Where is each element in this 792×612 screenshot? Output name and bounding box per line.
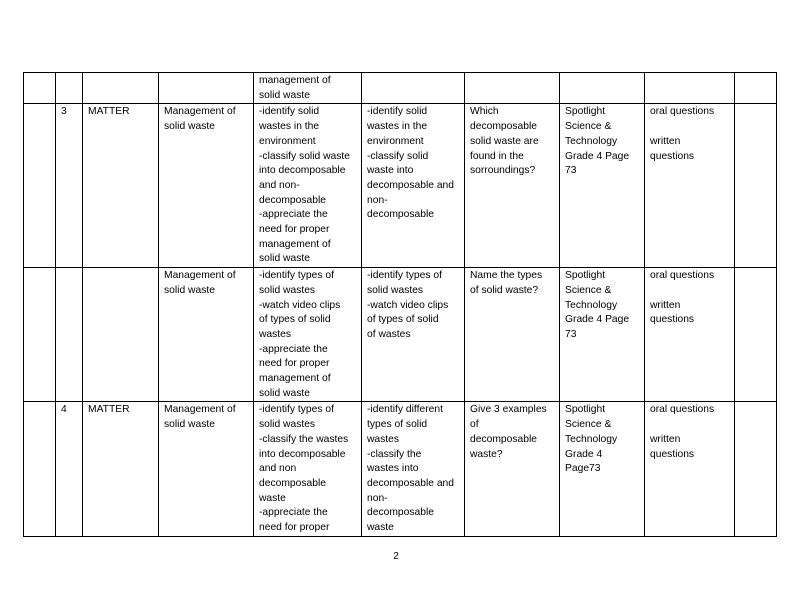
cell-line: decomposable <box>367 209 434 221</box>
cell-line: Grade 4 Page <box>565 150 630 162</box>
resources-cell <box>560 104 645 268</box>
cell-line: -identify different <box>367 404 443 416</box>
assessment-cell <box>645 104 735 268</box>
cell-line: -watch video clips <box>367 299 449 311</box>
cell-line: solid waste <box>259 387 310 399</box>
cell-line: Page73 <box>565 463 601 475</box>
sub-strand-cell <box>159 104 254 268</box>
cell-line: -appreciate the <box>259 209 328 221</box>
learning-experiences-cell <box>362 402 465 536</box>
cell-line: -classify the wastes <box>259 433 349 445</box>
cell-line: -classify solid waste <box>259 150 350 162</box>
inquiry-question-cell <box>465 268 560 402</box>
inquiry-question-cell <box>465 73 560 104</box>
cell-line: Spotlight <box>565 270 606 282</box>
inquiry-question-cell <box>465 104 560 268</box>
cell-line: Grade 4 <box>565 448 603 460</box>
cell-line: need for proper <box>259 522 330 534</box>
cell-line: solid waste <box>164 121 215 133</box>
cell-line: need for proper <box>259 358 330 370</box>
table-row <box>24 104 777 268</box>
week-cell <box>24 73 56 104</box>
cell-line: management of <box>259 75 331 86</box>
cell-line: wastes in the <box>259 121 320 133</box>
cell-line: -appreciate the <box>259 507 328 519</box>
remarks-cell <box>735 104 777 268</box>
cell-line: Name the types <box>470 270 543 282</box>
cell-line: waste <box>367 522 394 534</box>
assessment-cell <box>645 402 735 536</box>
remarks-cell <box>735 268 777 402</box>
cell-line: management of <box>259 373 331 385</box>
cell-line: -identify types of <box>259 404 334 416</box>
cell-line: found in the <box>470 150 524 162</box>
lesson-cell: 3 <box>56 104 83 268</box>
week-cell <box>24 268 56 402</box>
cell-line: decomposable <box>259 194 326 206</box>
cell-line: oral questions <box>650 404 715 416</box>
cell-line: written <box>650 299 681 311</box>
cell-line: questions <box>650 448 695 460</box>
cell-line: -classify the <box>367 448 422 460</box>
cell-line: wastes in the <box>367 121 428 133</box>
cell-line: sorroundings? <box>470 165 536 177</box>
cell-line: -identify types of <box>259 270 334 282</box>
cell-line: -identify solid <box>259 106 320 118</box>
cell-line: waste? <box>470 448 503 460</box>
cell-line: wastes <box>259 328 292 340</box>
learning-outcomes-cell <box>254 73 362 104</box>
resources-cell <box>560 73 645 104</box>
learning-experiences-cell <box>362 104 465 268</box>
cell-line: 73 <box>565 328 577 340</box>
cell-line: Management of <box>164 106 236 118</box>
cell-line: Science & <box>565 419 612 431</box>
strand-cell <box>83 268 159 402</box>
assessment-cell <box>645 73 735 104</box>
inquiry-question-cell <box>465 402 560 536</box>
line-gap <box>650 284 729 299</box>
cell-line: solid wastes <box>259 419 316 431</box>
cell-line: environment <box>367 135 424 147</box>
cell-line: wastes <box>367 433 400 445</box>
cell-line: need for proper <box>259 224 330 236</box>
cell-line: solid wastes <box>259 284 316 296</box>
learning-experiences-cell <box>362 268 465 402</box>
cell-line: environment <box>259 135 316 147</box>
cell-line: Grade 4 Page <box>565 314 630 326</box>
cell-line: decomposable <box>367 507 434 519</box>
line-gap <box>650 120 729 135</box>
line-gap <box>650 418 729 433</box>
strand-cell: MATTER <box>83 104 159 268</box>
cell-line: Technology <box>565 299 618 311</box>
cell-line: written <box>650 433 681 445</box>
cell-line: Management of <box>164 404 236 416</box>
cell-line: solid waste are <box>470 135 539 147</box>
cell-line: Technology <box>565 135 618 147</box>
cell-line: solid wastes <box>367 284 424 296</box>
cell-line: Spotlight <box>565 404 606 416</box>
cell-line: Technology <box>565 433 618 445</box>
cell-line: decomposable and <box>367 477 455 489</box>
cell-line: of types of solid <box>367 314 439 326</box>
cell-line: written <box>650 135 681 147</box>
cell-line: -identify solid <box>367 106 428 118</box>
cell-line: solid waste <box>164 284 215 296</box>
cell-line: management of <box>259 238 331 250</box>
cell-line: Give 3 examples <box>470 404 547 416</box>
cell-line: wastes into <box>367 463 419 475</box>
cell-line: of solid waste? <box>470 284 539 296</box>
cell-line: solid waste <box>259 89 310 101</box>
cell-line: non- <box>367 194 388 206</box>
resources-cell <box>560 402 645 536</box>
strand-cell: MATTER <box>83 402 159 536</box>
cell-line: decomposable <box>259 477 326 489</box>
lesson-cell <box>56 268 83 402</box>
week-cell <box>24 104 56 268</box>
table-row <box>24 402 777 536</box>
cell-line: Management of <box>164 270 236 282</box>
cell-line: Science & <box>565 121 612 133</box>
sub-strand-cell <box>159 402 254 536</box>
resources-cell <box>560 268 645 402</box>
cell-line: and non- <box>259 179 300 191</box>
cell-line: waste <box>259 492 286 504</box>
page-number: 2 <box>393 551 399 562</box>
assessment-cell <box>645 268 735 402</box>
table-row <box>24 73 777 104</box>
cell-line: of <box>470 419 479 431</box>
cell-line: solid waste <box>259 253 310 265</box>
cell-line: into decomposable <box>259 448 346 460</box>
cell-line: and non <box>259 463 297 475</box>
scheme-of-work-table <box>23 72 777 537</box>
cell-line: waste into <box>367 165 414 177</box>
cell-line: decomposable and <box>367 179 455 191</box>
cell-line: -watch video clips <box>259 299 341 311</box>
cell-line: -classify solid <box>367 150 429 162</box>
cell-line: -appreciate the <box>259 343 328 355</box>
lesson-cell: 4 <box>56 402 83 536</box>
remarks-cell <box>735 73 777 104</box>
cell-line: non- <box>367 492 388 504</box>
cell-line: -identify types of <box>367 270 442 282</box>
learning-outcomes-cell <box>254 402 362 536</box>
cell-line: oral questions <box>650 106 715 118</box>
table-row <box>24 268 777 402</box>
learning-outcomes-cell <box>254 268 362 402</box>
learning-outcomes-cell <box>254 104 362 268</box>
table-body <box>24 73 777 537</box>
cell-line: into decomposable <box>259 165 346 177</box>
cell-line: Science & <box>565 284 612 296</box>
lesson-cell <box>56 73 83 104</box>
cell-line: decomposable <box>470 433 537 445</box>
cell-line: Which <box>470 106 499 118</box>
week-cell <box>24 402 56 536</box>
cell-line: questions <box>650 150 695 162</box>
cell-line: decomposable <box>470 121 537 133</box>
sub-strand-cell <box>159 268 254 402</box>
cell-line: 73 <box>565 165 577 177</box>
cell-line: of types of solid <box>259 314 331 326</box>
remarks-cell <box>735 402 777 536</box>
cell-line: Spotlight <box>565 106 606 118</box>
cell-line: solid waste <box>164 419 215 431</box>
strand-cell <box>83 73 159 104</box>
sub-strand-cell <box>159 73 254 104</box>
cell-line: of wastes <box>367 328 411 340</box>
cell-line: types of solid <box>367 419 428 431</box>
cell-line: oral questions <box>650 270 715 282</box>
learning-experiences-cell <box>362 73 465 104</box>
cell-line: questions <box>650 314 695 326</box>
